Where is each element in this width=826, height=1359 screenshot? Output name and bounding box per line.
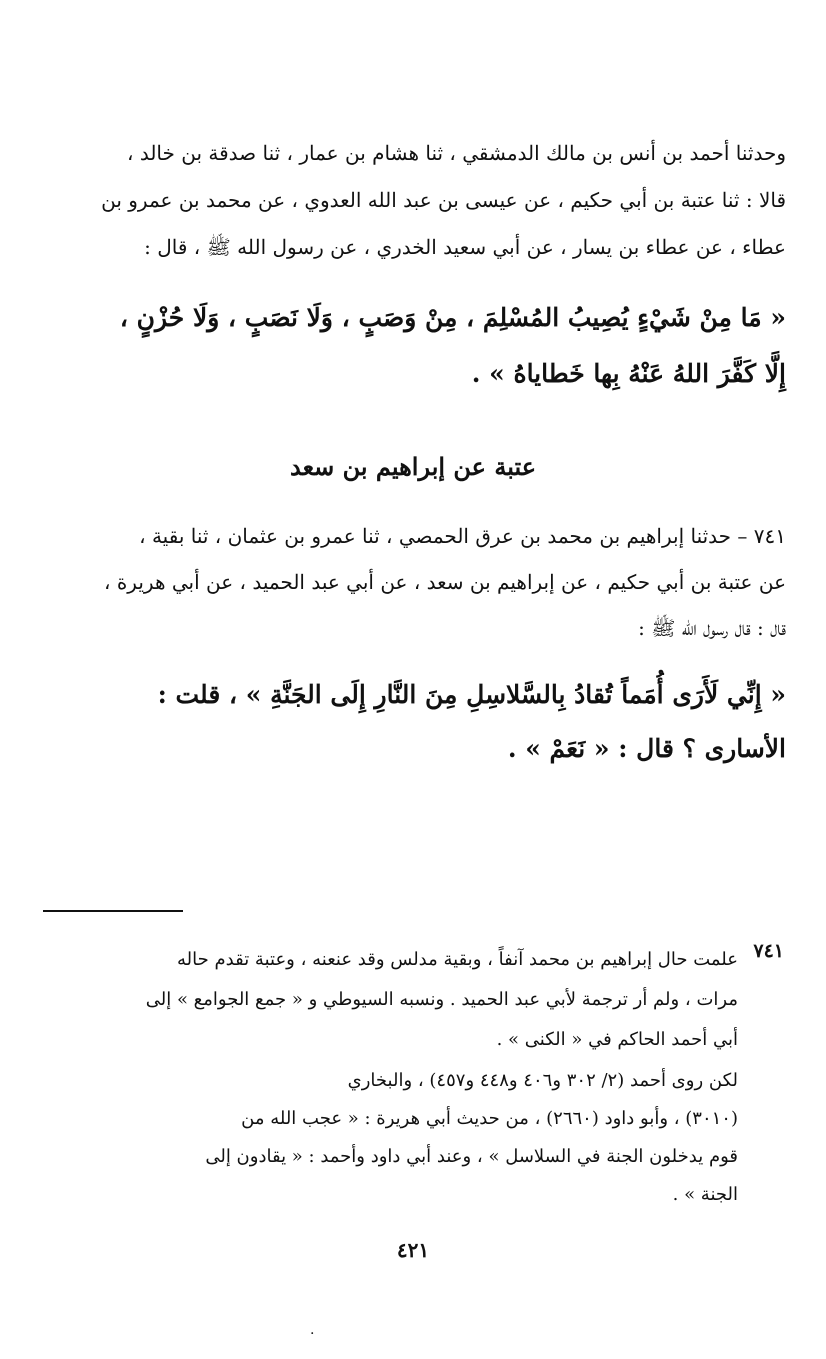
text-line: ٧٤١ – حدثنا إبراهيم بن محمد بن عرق الحمصي ، ثنا عمرو بن عثمان ، ثنا بقية ، <box>139 524 786 548</box>
hadith-text-1 <box>74 290 786 402</box>
text-line: إِلَّا كَفَّرَ اللهُ عَنْهُ بِها خَطاياهُ » . <box>471 359 786 388</box>
text-line: أبي أحمد الحاكم في « الكنى » . <box>496 1029 738 1050</box>
text-line: « إِنِّي لَأَرَى أُمَماً تُقادُ بِالسَّلاسِلِ مِنَ النَّارِ إِلَى الجَنَّةِ » ، قلت : <box>157 680 786 709</box>
text-line: علمت حال إبراهيم بن محمد آنفاً ، وبقية مدلس وقد عنعنه ، وعتبة تقدم حاله <box>177 949 738 970</box>
text-line: عن عتبة بن أبي حكيم ، عن إبراهيم بن سعد ، عن أبي عبد الحميد ، عن أبي هريرة ، <box>104 570 786 594</box>
text-line: وحدثنا أحمد بن أنس بن مالك الدمشقي ، ثنا هشام بن عمار ، ثنا صدقة بن خالد ، <box>127 141 786 165</box>
footnote-divider <box>43 910 183 912</box>
stray-mark: . <box>310 1322 315 1338</box>
text-line: الجنة » . <box>672 1184 738 1205</box>
footnote-paragraph-2 <box>78 1062 738 1214</box>
text-line: (٣٠١٠) ، وأبو داود (٢٦٦٠) ، من حديث أبي هريرة : « عجب الله من <box>241 1108 738 1129</box>
text-line: قالا : ثنا عتبة بن أبي حكيم ، عن عيسى بن عبد الله العدوي ، عن محمد بن عمرو بن <box>101 188 786 212</box>
hadith-text-2 <box>74 668 786 776</box>
section-title: عتبة عن إبراهيم بن سعد <box>289 452 537 481</box>
text-line: قوم يدخلون الجنة في السلاسل » ، وعند أبي داود وأحمد : « يقادون إلى <box>205 1146 738 1167</box>
text-line: « مَا مِنْ شَيْءٍ يُصِيبُ المُسْلِمَ ، مِنْ وَصَبٍ ، وَلَا نَصَبٍ ، وَلَا حُزْنٍ ، <box>119 303 786 332</box>
footnote-number: ٧٤١ <box>753 940 784 962</box>
text-line: لكن روى أحمد (٢/ ٣٠٢ و٤٠٦ و٤٤٨ و٤٥٧) ، والبخاري <box>347 1070 738 1091</box>
page-number: ٤٢١ <box>396 1238 430 1262</box>
text-line: مرات ، ولم أر ترجمة لأبي عبد الحميد . ونسبه السيوطي و « جمع الجوامع » إلى <box>145 989 738 1010</box>
narration-chain-2 <box>74 513 786 651</box>
text-line: الأسارى ؟ قال : « نَعَمْ » . <box>507 734 786 763</box>
text-line: قال : قال رسول الله ﷺ : <box>638 616 786 640</box>
narration-chain-1 <box>74 130 786 271</box>
text-line: عطاء ، عن عطاء بن يسار ، عن أبي سعيد الخدري ، عن رسول الله ﷺ ، قال : <box>144 235 786 259</box>
footnote-paragraph-1 <box>78 940 738 1060</box>
